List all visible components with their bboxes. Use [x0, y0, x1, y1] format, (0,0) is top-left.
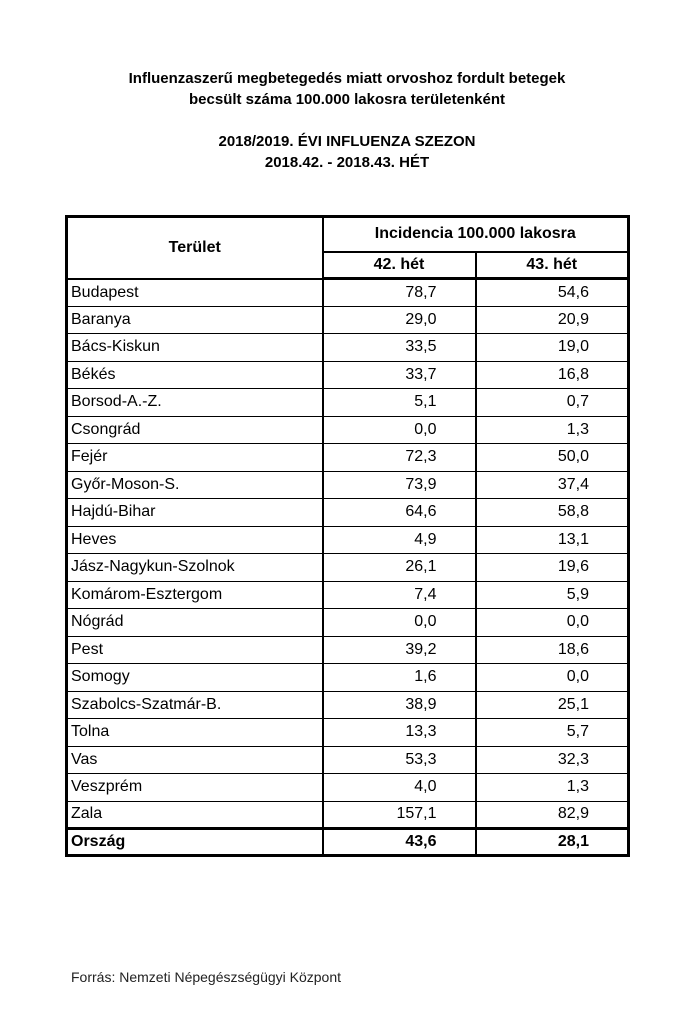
incidence-table — [65, 215, 630, 857]
table-row — [67, 526, 629, 554]
row-week-42: 0,0 — [323, 416, 476, 444]
table-row — [67, 554, 629, 582]
table-row — [67, 306, 629, 334]
table-row — [67, 334, 629, 362]
row-week-42: 53,3 — [323, 746, 476, 774]
table-row — [67, 581, 629, 609]
row-week-43: 20,9 — [476, 306, 629, 334]
row-week-43: 5,7 — [476, 719, 629, 747]
row-week-42: 4,0 — [323, 774, 476, 802]
table-row — [67, 746, 629, 774]
total-week-43: 28,1 — [476, 829, 629, 856]
title-line-2: becsült száma 100.000 lakosra területenként — [189, 91, 505, 108]
row-area: Csongrád — [67, 416, 323, 444]
total-row — [67, 829, 629, 856]
row-week-42: 13,3 — [323, 719, 476, 747]
row-area: Fejér — [67, 444, 323, 472]
row-week-42: 33,7 — [323, 361, 476, 389]
row-area: Szabolcs-Szatmár-B. — [67, 691, 323, 719]
row-area: Békés — [67, 361, 323, 389]
table-row — [67, 279, 629, 307]
row-week-42: 0,0 — [323, 609, 476, 637]
table-row — [67, 499, 629, 527]
header-incidence: Incidencia 100.000 lakosra — [323, 217, 629, 252]
row-week-43: 13,1 — [476, 526, 629, 554]
row-week-43: 1,3 — [476, 416, 629, 444]
row-week-43: 0,0 — [476, 609, 629, 637]
row-week-43: 19,6 — [476, 554, 629, 582]
table-row — [67, 664, 629, 692]
table-row — [67, 636, 629, 664]
row-week-42: 7,4 — [323, 581, 476, 609]
row-area: Komárom-Esztergom — [67, 581, 323, 609]
row-week-42: 39,2 — [323, 636, 476, 664]
row-week-43: 25,1 — [476, 691, 629, 719]
title-line-1: Influenzaszerű megbetegedés miatt orvoshoz fordult betegek — [128, 70, 566, 87]
table-row — [67, 361, 629, 389]
row-week-43: 82,9 — [476, 801, 629, 829]
row-week-43: 18,6 — [476, 636, 629, 664]
row-week-43: 0,7 — [476, 389, 629, 417]
row-week-42: 73,9 — [323, 471, 476, 499]
row-week-43: 50,0 — [476, 444, 629, 472]
table-row — [67, 471, 629, 499]
row-week-42: 5,1 — [323, 389, 476, 417]
row-area: Borsod-A.-Z. — [67, 389, 323, 417]
row-week-43: 5,9 — [476, 581, 629, 609]
header-week-43: 43. hét — [476, 252, 629, 279]
document-title — [0, 68, 694, 110]
row-area: Nógrád — [67, 609, 323, 637]
total-area: Ország — [67, 829, 323, 856]
row-area: Veszprém — [67, 774, 323, 802]
row-week-42: 72,3 — [323, 444, 476, 472]
row-area: Somogy — [67, 664, 323, 692]
table-row — [67, 416, 629, 444]
subtitle-line-1: 2018/2019. ÉVI INFLUENZA SZEZON — [218, 133, 476, 150]
row-week-43: 32,3 — [476, 746, 629, 774]
row-week-43: 1,3 — [476, 774, 629, 802]
row-week-43: 37,4 — [476, 471, 629, 499]
source-note: Forrás: Nemzeti Népegészségügyi Központ — [71, 969, 342, 985]
row-week-42: 157,1 — [323, 801, 476, 829]
row-week-42: 29,0 — [323, 306, 476, 334]
row-week-42: 33,5 — [323, 334, 476, 362]
row-area: Budapest — [67, 279, 323, 307]
row-area: Jász-Nagykun-Szolnok — [67, 554, 323, 582]
row-area: Győr-Moson-S. — [67, 471, 323, 499]
row-area: Hajdú-Bihar — [67, 499, 323, 527]
table-row — [67, 719, 629, 747]
row-week-42: 38,9 — [323, 691, 476, 719]
row-week-42: 78,7 — [323, 279, 476, 307]
row-week-42: 4,9 — [323, 526, 476, 554]
row-week-42: 64,6 — [323, 499, 476, 527]
row-area: Pest — [67, 636, 323, 664]
row-week-43: 58,8 — [476, 499, 629, 527]
row-area: Vas — [67, 746, 323, 774]
row-week-43: 16,8 — [476, 361, 629, 389]
header-week-42: 42. hét — [323, 252, 476, 279]
document-subtitle — [0, 131, 694, 173]
row-week-42: 1,6 — [323, 664, 476, 692]
header-area: Terület — [67, 217, 323, 279]
table-row — [67, 691, 629, 719]
row-week-43: 19,0 — [476, 334, 629, 362]
subtitle-line-2: 2018.42. - 2018.43. HÉT — [264, 154, 430, 171]
row-area: Zala — [67, 801, 323, 829]
row-week-43: 0,0 — [476, 664, 629, 692]
row-week-42: 26,1 — [323, 554, 476, 582]
row-area: Baranya — [67, 306, 323, 334]
row-area: Heves — [67, 526, 323, 554]
table-row — [67, 444, 629, 472]
table-row — [67, 609, 629, 637]
table-row — [67, 801, 629, 829]
table-row — [67, 774, 629, 802]
row-area: Bács-Kiskun — [67, 334, 323, 362]
total-week-42: 43,6 — [323, 829, 476, 856]
table-row — [67, 389, 629, 417]
row-area: Tolna — [67, 719, 323, 747]
table-body — [67, 279, 629, 829]
row-week-43: 54,6 — [476, 279, 629, 307]
